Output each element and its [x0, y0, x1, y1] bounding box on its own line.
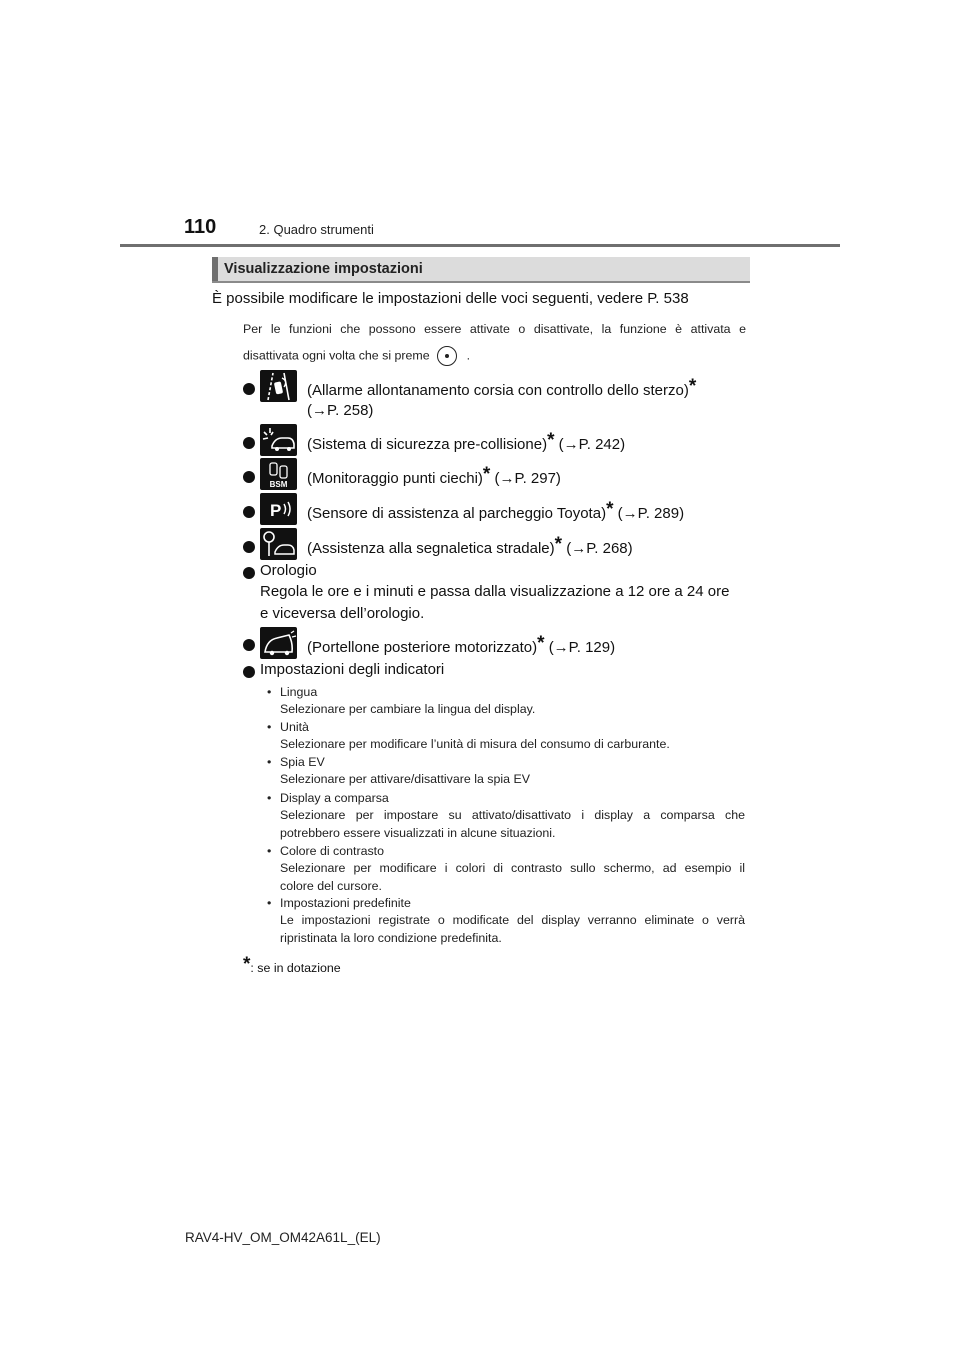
item-label: (Sistema di sicurezza pre-collisione): [307, 436, 548, 453]
page-reference: (→P. 258): [307, 402, 374, 419]
indicators-title: Impostazioni degli indicatori: [260, 661, 445, 678]
footnote: [243, 954, 341, 976]
note-line-2: [243, 346, 746, 366]
subitem-text: [280, 843, 745, 895]
item-pre-collision: [307, 430, 625, 453]
asterisk: *: [482, 464, 491, 485]
clock-title: Orologio: [260, 562, 317, 579]
asterisk: *: [243, 954, 251, 975]
header-divider: [120, 244, 840, 247]
subitem-desc: Selezionare per impostare su attivato/disattivato i display a comparsa che: [280, 808, 745, 823]
sub-bullet: •: [267, 896, 272, 910]
page-number: 110: [184, 216, 217, 238]
sub-bullet: •: [267, 720, 272, 734]
bullet: [243, 506, 255, 518]
footnote-text: : se in dotazione: [250, 961, 341, 975]
note-line-2-end: .: [466, 348, 471, 363]
subitem-text: [280, 790, 745, 842]
bsm-badge-text: BSM: [269, 480, 288, 489]
asterisk: *: [547, 430, 555, 451]
asterisk: *: [606, 499, 614, 520]
page-reference: (→P. 289): [617, 505, 685, 522]
item-label: (Allarme allontanamento corsia con controllo dello sterzo): [307, 382, 689, 399]
section-accent: [212, 257, 218, 281]
item-label: (Sensore di assistenza al parcheggio Toyota): [307, 505, 607, 522]
item-label: (Portellone posteriore motorizzato): [307, 639, 538, 656]
subitem-desc: Selezionare per cambiare la lingua del display.: [280, 702, 536, 717]
page-reference: (→P. 129): [548, 639, 616, 656]
parking-badge-text: P: [270, 501, 282, 520]
item-road-sign-assist: [307, 534, 633, 557]
bullet: [243, 541, 255, 553]
asterisk: *: [554, 534, 563, 555]
clock-description-2: e viceversa dell’orologio.: [260, 605, 425, 622]
subitem-desc: colore del cursore.: [280, 878, 382, 893]
bullet: [243, 471, 255, 483]
road-sign-assist-icon: [260, 528, 297, 560]
sub-bullet: •: [267, 844, 272, 858]
subitem-name: Lingua: [280, 685, 318, 699]
clock-description-1: Regola le ore e i minuti e passa dalla visualizzazione a 12 ore a 24 ore: [260, 583, 730, 600]
subitem-desc: potrebbero essere visualizzati in alcune situazioni.: [280, 825, 556, 840]
subitem-text: [280, 684, 745, 719]
item-bsm: [307, 464, 561, 487]
note-line-2-text: disattivata ogni volta che si preme: [243, 348, 430, 363]
subitem-desc: Selezionare per attivare/disattivare la spia EV: [280, 772, 531, 787]
subitem-desc: Selezionare per modificare l’unità di misura del consumo di carburante.: [280, 737, 670, 752]
page-reference: (→P. 268): [566, 540, 633, 557]
subitem-name: Unità: [280, 720, 309, 734]
intro-text: È possibile modificare le impostazioni delle voci seguenti, vedere P. 538: [212, 290, 689, 307]
bullet: [243, 383, 255, 395]
lane-departure-icon: [260, 370, 297, 402]
item-label: (Monitoraggio punti ciechi): [307, 470, 483, 487]
document-code: RAV4-HV_OM_OM42A61L_(EL): [185, 1230, 381, 1245]
subitem-desc: Le impostazioni registrate o modificate del display verranno eliminate o verrà: [280, 913, 745, 928]
sub-bullet: •: [267, 791, 272, 805]
pre-collision-icon: [260, 424, 297, 456]
dial-button-icon: [437, 346, 457, 366]
subitem-text: [280, 719, 745, 754]
subitem-name: Colore di contrasto: [280, 844, 384, 858]
sub-bullet: •: [267, 755, 272, 769]
item-label: (Assistenza alla segnaletica stradale): [307, 540, 555, 557]
subitem-desc: Selezionare per modificare i colori di contrasto sullo schermo, ad esempio il: [280, 861, 745, 876]
subitem-name: Spia EV: [280, 755, 325, 769]
power-tailgate-icon: [260, 627, 297, 659]
bullet: [243, 437, 255, 449]
bullet: [243, 567, 255, 579]
item-lane-departure: [307, 376, 696, 399]
parking-sensor-icon: [260, 493, 297, 525]
asterisk: *: [537, 633, 545, 654]
bullet: [243, 639, 255, 651]
chapter-title: 2. Quadro strumenti: [259, 222, 374, 237]
subitem-name: Display a comparsa: [280, 791, 389, 805]
page-reference: (→P. 297): [494, 470, 561, 487]
item-parking-sensor: [307, 499, 684, 522]
section-title: Visualizzazione impostazioni: [224, 261, 423, 277]
note-line-1: Per le funzioni che possono essere attivate o disattivate, la funzione è attivata e: [243, 322, 746, 336]
item-lane-departure-ref: [307, 402, 373, 419]
bsm-icon: [260, 458, 297, 490]
bullet: [243, 666, 255, 678]
page-reference: (→P. 242): [558, 436, 626, 453]
item-power-tailgate: [307, 633, 615, 656]
subitem-name: Impostazioni predefinite: [280, 896, 411, 910]
asterisk: *: [688, 376, 697, 397]
subitem-text: [280, 895, 745, 947]
sub-bullet: •: [267, 685, 272, 699]
subitem-desc: ripristinata la loro condizione predefinita.: [280, 930, 502, 945]
subitem-text: [280, 754, 745, 789]
section-heading-bar: [212, 257, 750, 283]
